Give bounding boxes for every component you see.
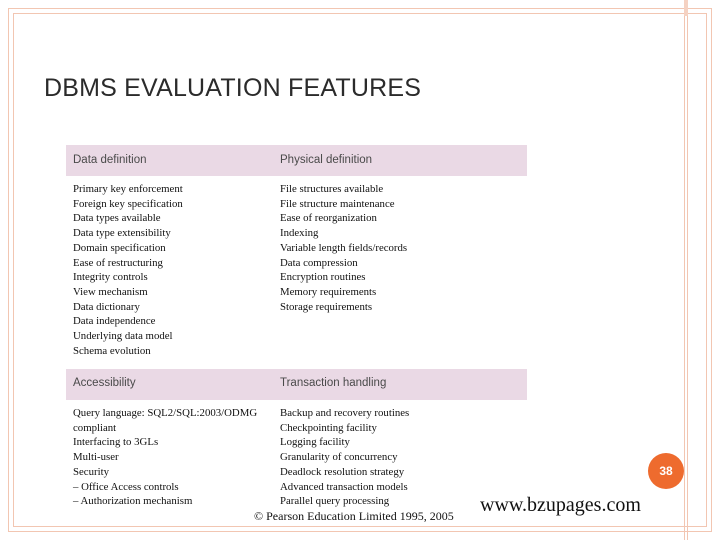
column-header-transaction-handling: Transaction handling [280,377,387,389]
table-cell: Data types available [73,212,161,225]
source-watermark: www.bzupages.com [480,494,641,516]
physical-definition-list [280,182,407,314]
column-header-physical-definition: Physical definition [280,154,373,166]
table-cell: Ease of reorganization [280,212,377,225]
table-cell: Storage requirements [280,300,373,313]
table-cell: Advanced transaction models [280,480,408,493]
table-cell: View mechanism [73,285,148,298]
decorative-rail-line [687,0,688,540]
table-cell: Indexing [280,227,319,240]
table-cell: Logging facility [280,436,350,449]
table-cell: Domain specification [73,241,166,254]
table-cell: Variable length fields/records [280,241,408,254]
table-cell: Query language: SQL2/SQL:2003/ODMG [73,407,258,419]
table-cell: – Authorization mechanism [73,495,193,508]
table-cell: Memory requirements [280,285,377,298]
features-table [66,145,527,521]
slide-title: DBMS EVALUATION FEATURES [44,74,422,102]
table-cell: Schema evolution [73,344,151,357]
column-header-data-definition: Data definition [73,154,147,166]
table-cell: Interfacing to 3GLs [73,436,159,449]
table-cell: Granularity of concurrency [280,451,398,464]
table-cell: Primary key enforcement [73,183,183,195]
table-cell: Data compression [280,256,358,269]
table-cell: Data type extensibility [73,227,171,240]
table-cell: File structure maintenance [280,197,395,210]
table-cell: Backup and recovery routines [280,407,410,419]
decorative-rail-line [684,0,685,540]
table-cell: Underlying data model [73,330,173,343]
page-number-badge: 38 [648,453,684,489]
table-cell: Encryption routines [280,271,366,284]
table-cell: File structures available [280,183,384,195]
table-cell: Deadlock resolution strategy [280,465,405,478]
table-cell: compliant [73,421,117,434]
table-cell: – Office Access controls [73,480,179,493]
column-header-accessibility: Accessibility [73,377,136,389]
accessibility-list [73,406,257,509]
table-cell: Multi-user [73,451,119,464]
table-cell: Integrity controls [73,271,148,284]
decorative-rail-tab [684,0,688,16]
table-cell: Ease of restructuring [73,256,163,269]
copyright-caption: © Pearson Education Limited 1995, 2005 [254,509,454,523]
transaction-handling-list [280,406,409,509]
table-cell: Checkpointing facility [280,421,377,434]
table-cell: Foreign key specification [73,197,183,210]
table-cell: Parallel query processing [280,495,390,508]
data-definition-list [73,182,183,358]
table-cell: Security [73,465,109,478]
table-cell: Data dictionary [73,300,140,313]
table-cell: Data independence [73,315,156,328]
